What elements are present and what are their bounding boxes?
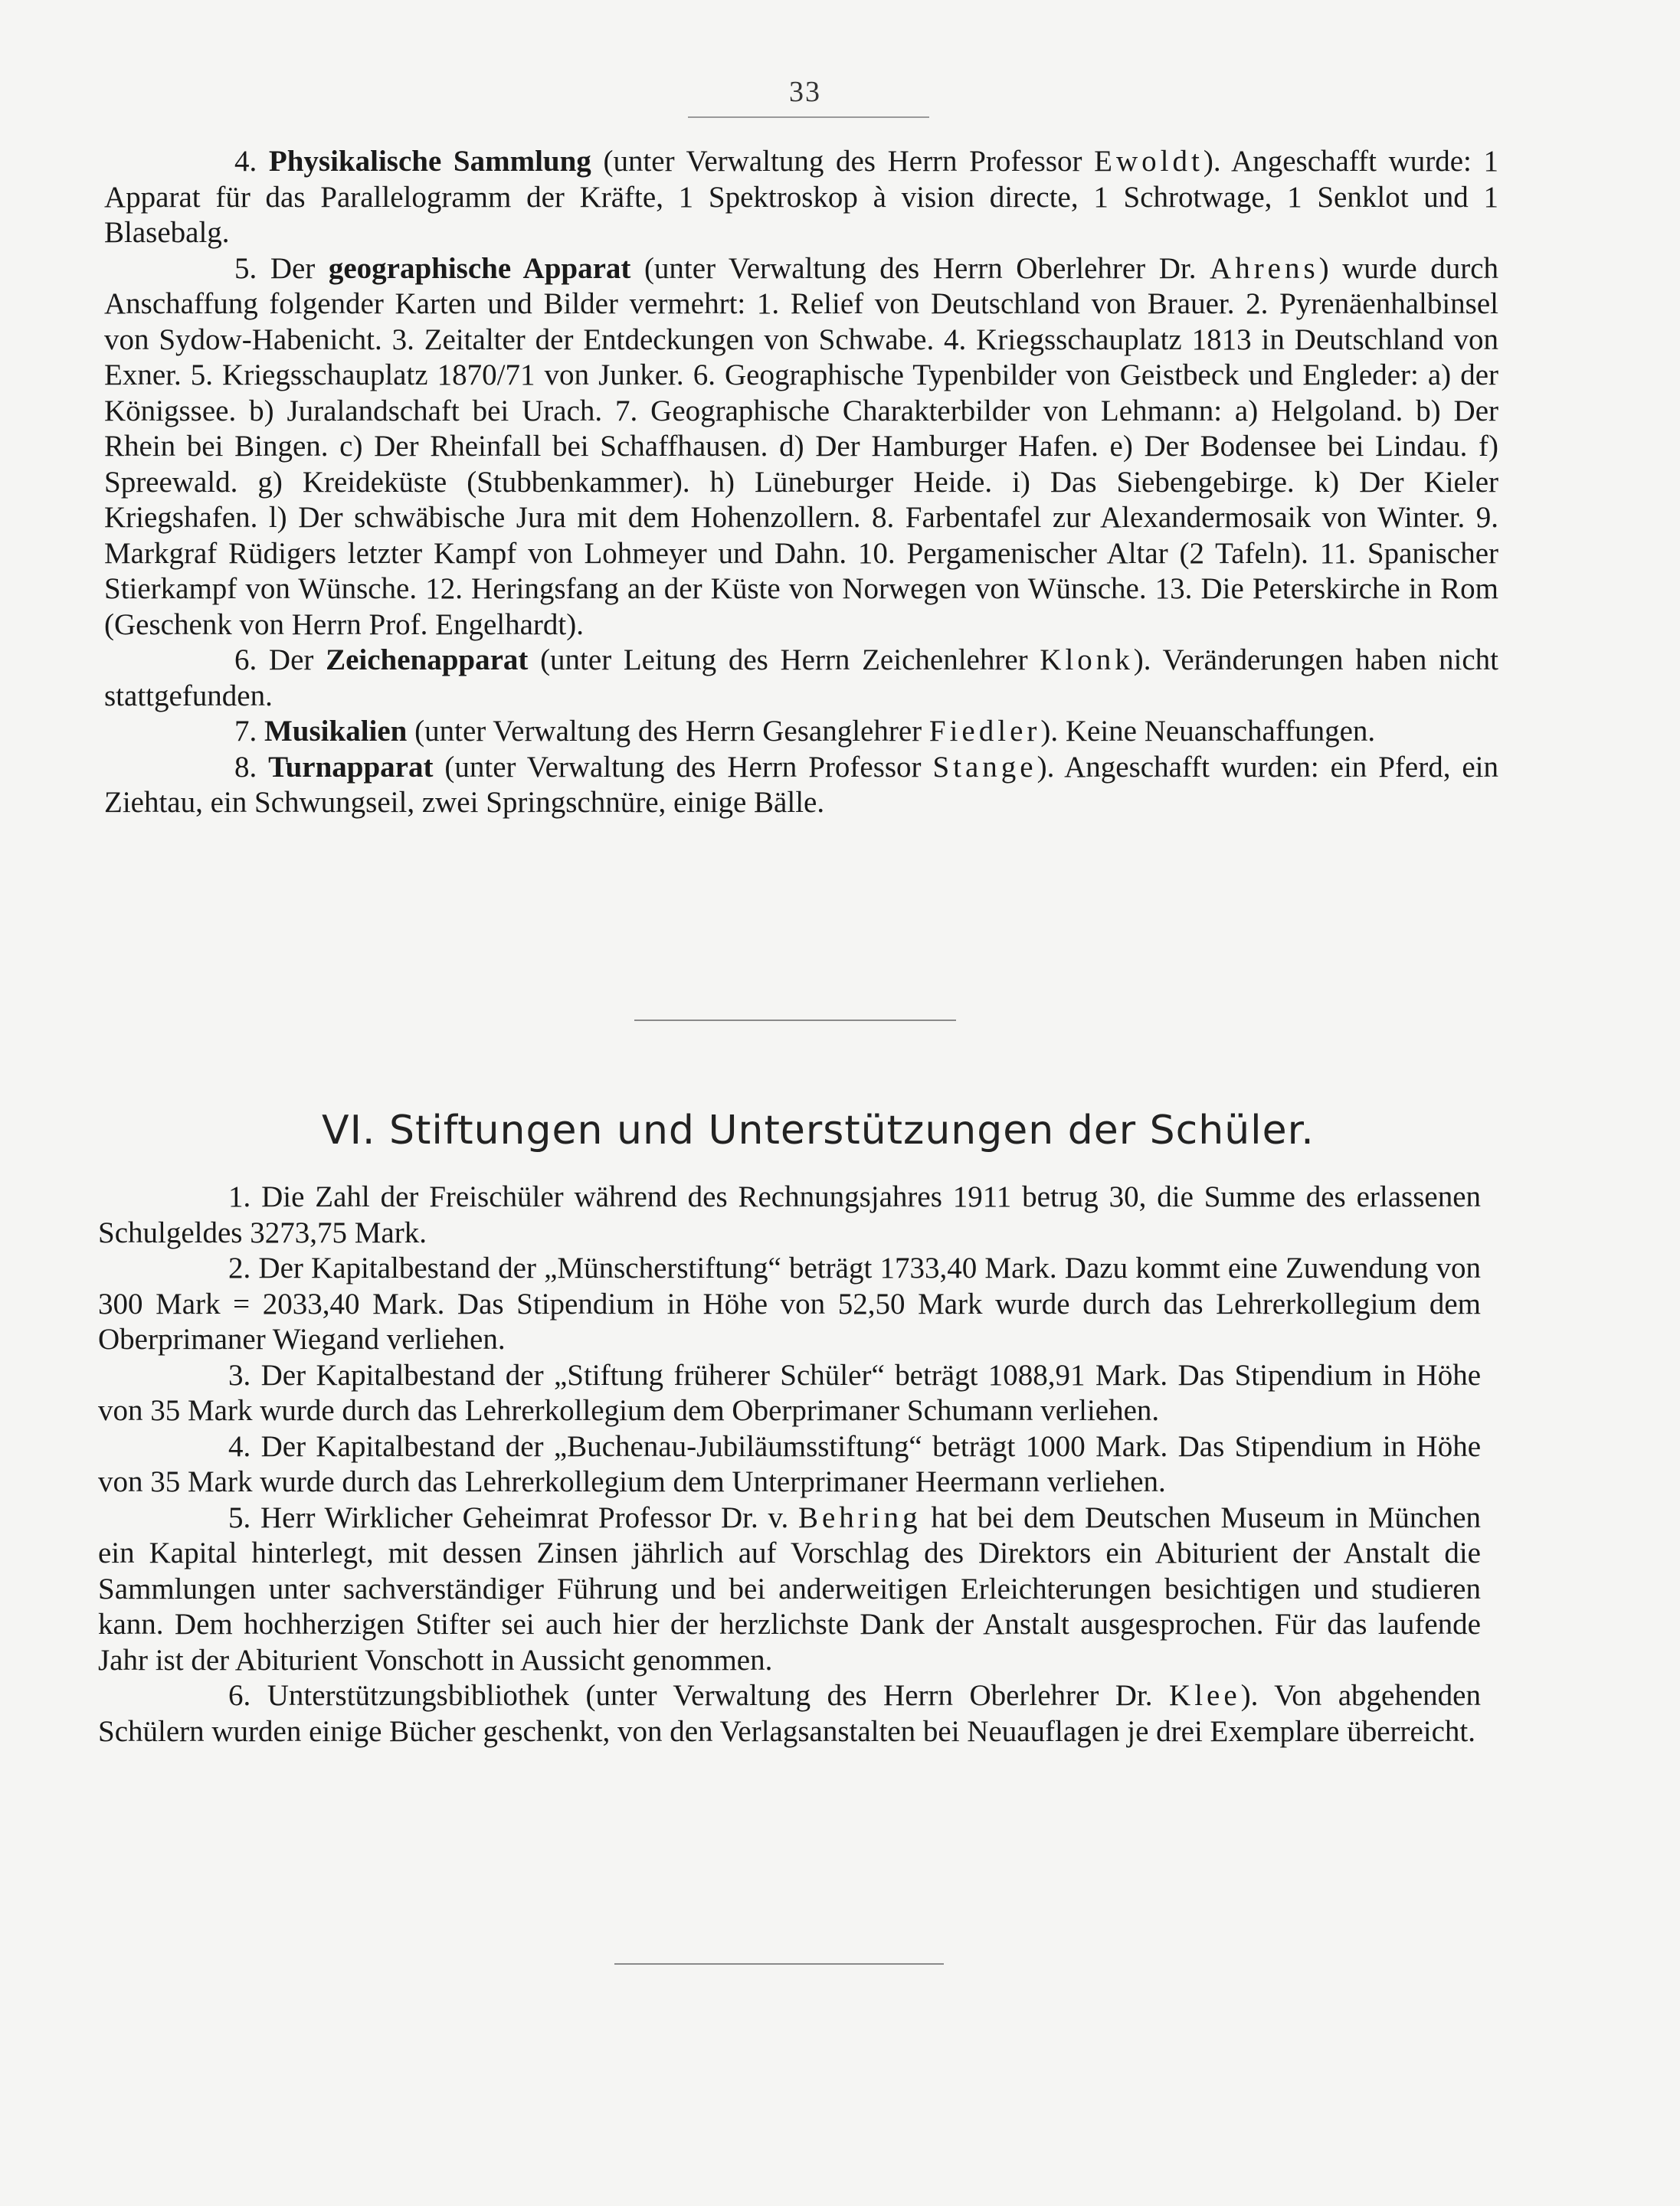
paragraph-geography-apparatus: 5. Der geographische Apparat (unter Verwaltung des Herrn Oberlehrer Dr. Ahrens) wurde durch Anschaffung folgender Karten und Bilder vermehrt: 1. Relief von Deutschland von Brauer. 2. Pyrenäenhalbinsel von Sydow-Habenicht. 3. Zeitalter der Entdeckungen von Schwabe. 4. Kriegsschauplatz 1813 in Deutschland von Exner. 5. Kriegsschauplatz 1870/71 von Junker. 6. Geographische Typenbilder von Geistbeck und Engleder: a) der Königssee. b) Juralandschaft bei Urach. 7. Geographische Charakterbilder von Lehmann: a) Helgoland. b) Der Rhein bei Bingen. c) Der Rheinfall bei Schaffhausen. d) Der Hamburger Hafen. e) Der Bodensee bei Lindau. f) Spreewald. g) Kreideküste (Stubbenkammer). h) Lüneburger Heide. i) Das Siebengebirge. k) Der Kieler Kriegshafen. l) Der schwäbische Jura mit dem Hohenzollern. 8. Farbentafel zur Alexandermosaik von Winter. 9. Markgraf Rüdigers letzter Kampf von Lohmeyer und Dahn. 10. Pergamenischer Altar (2 Tafeln). 11. Spanischer Stierkampf von Wünsche. 12. Heringsfang an der Küste von Norwegen von Wünsche. 13. Die Peterskirche in Rom (Geschenk von Herrn Prof. Engelhardt). [104,251,1499,641]
section-heading: VI. Stiftungen und Unterstützungen der Schüler. [322,1108,1315,1154]
paragraph-music: 7. Musikalien (unter Verwaltung des Herrn Gesanglehrer Fiedler). Keine Neuanschaffungen. [234,715,1376,748]
paragraph-former-students-foundation: 3. Der Kapitalbestand der „Stiftung früherer Schüler“ beträgt 1088,91 Mark. Das Stipendium in Höhe von 35 Mark wurde durch das Lehrerkollegium dem Oberprimaner Schumann verliehen. [98,1358,1482,1427]
paragraph-free-students: 1. Die Zahl der Freischüler während des Rechnungsjahres 1911 betrug 30, die Summe des erlassenen Schulgeldes 3273,75 Mark. [98,1180,1482,1249]
end-divider [614,1963,944,1965]
page-number: 33 [789,76,821,108]
section-divider [634,1020,956,1021]
paragraph-muenscher-foundation: 2. Der Kapitalbestand der „Münscherstiftung“ beträgt 1733,40 Mark. Dazu kommt eine Zuwendung von 300 Mark = 2033,40 Mark. Das Stipendium in Höhe von 52,50 Mark wurde durch das Lehrerkollegium dem Oberprimaner Wiegand verliehen. [98,1252,1482,1356]
paragraph-behring-endowment: 5. Herr Wirklicher Geheimrat Professor Dr. v. Behring hat bei dem Deutschen Museum in München ein Kapital hinterlegt, mit dessen Zinsen jährlich auf Vorschlag des Direktors ein Abiturient der Anstalt die Sammlungen unter sachverständiger Führung und bei anderweitigen Erleichterungen besichtigen und studieren kann. Dem hochherzigen Stifter sei auch hier der herzlichste Dank der Anstalt ausgesprochen. Für das laufende Jahr ist der Abiturient Vonschott in Aussicht genommen. [98,1501,1482,1677]
foundations-section [98,1180,1481,1749]
paragraph-gym-apparatus: 8. Turnapparat (unter Verwaltung des Herrn Professor Stange). Angeschafft wurden: ein Pferd, ein Ziehtau, ein Schwungseil, zwei Springschnüre, einige Bälle. [104,750,1499,819]
collections-section [104,144,1498,821]
paragraph-support-library: 6. Unterstützungsbibliothek (unter Verwaltung des Herrn Oberlehrer Dr. Klee). Von abgehenden Schülern wurden einige Bücher geschenkt, von den Verlagsanstalten bei Neuauflagen je drei Exemplare überreicht. [98,1679,1481,1748]
paragraph-physics-collection: 4. Physikalische Sammlung (unter Verwaltung des Herrn Professor Ewoldt). Angeschafft wurde: 1 Apparat für das Parallelogramm der Kräfte, 1 Spektroskop à vision directe, 1 Schrotwage, 1 Senklot und 1 Blasebalg. [104,145,1499,249]
page-number-rule [688,116,929,118]
paragraph-buchenau-foundation: 4. Der Kapitalbestand der „Buchenau-Jubiläumsstiftung“ beträgt 1000 Mark. Das Stipendium in Höhe von 35 Mark wurde durch das Lehrerkollegium dem Unterprimaner Heermann verliehen. [98,1429,1481,1498]
paragraph-drawing-apparatus: 6. Der Zeichenapparat (unter Leitung des Herrn Zeichenlehrer Klonk). Veränderungen haben nicht stattgefunden. [104,643,1498,712]
